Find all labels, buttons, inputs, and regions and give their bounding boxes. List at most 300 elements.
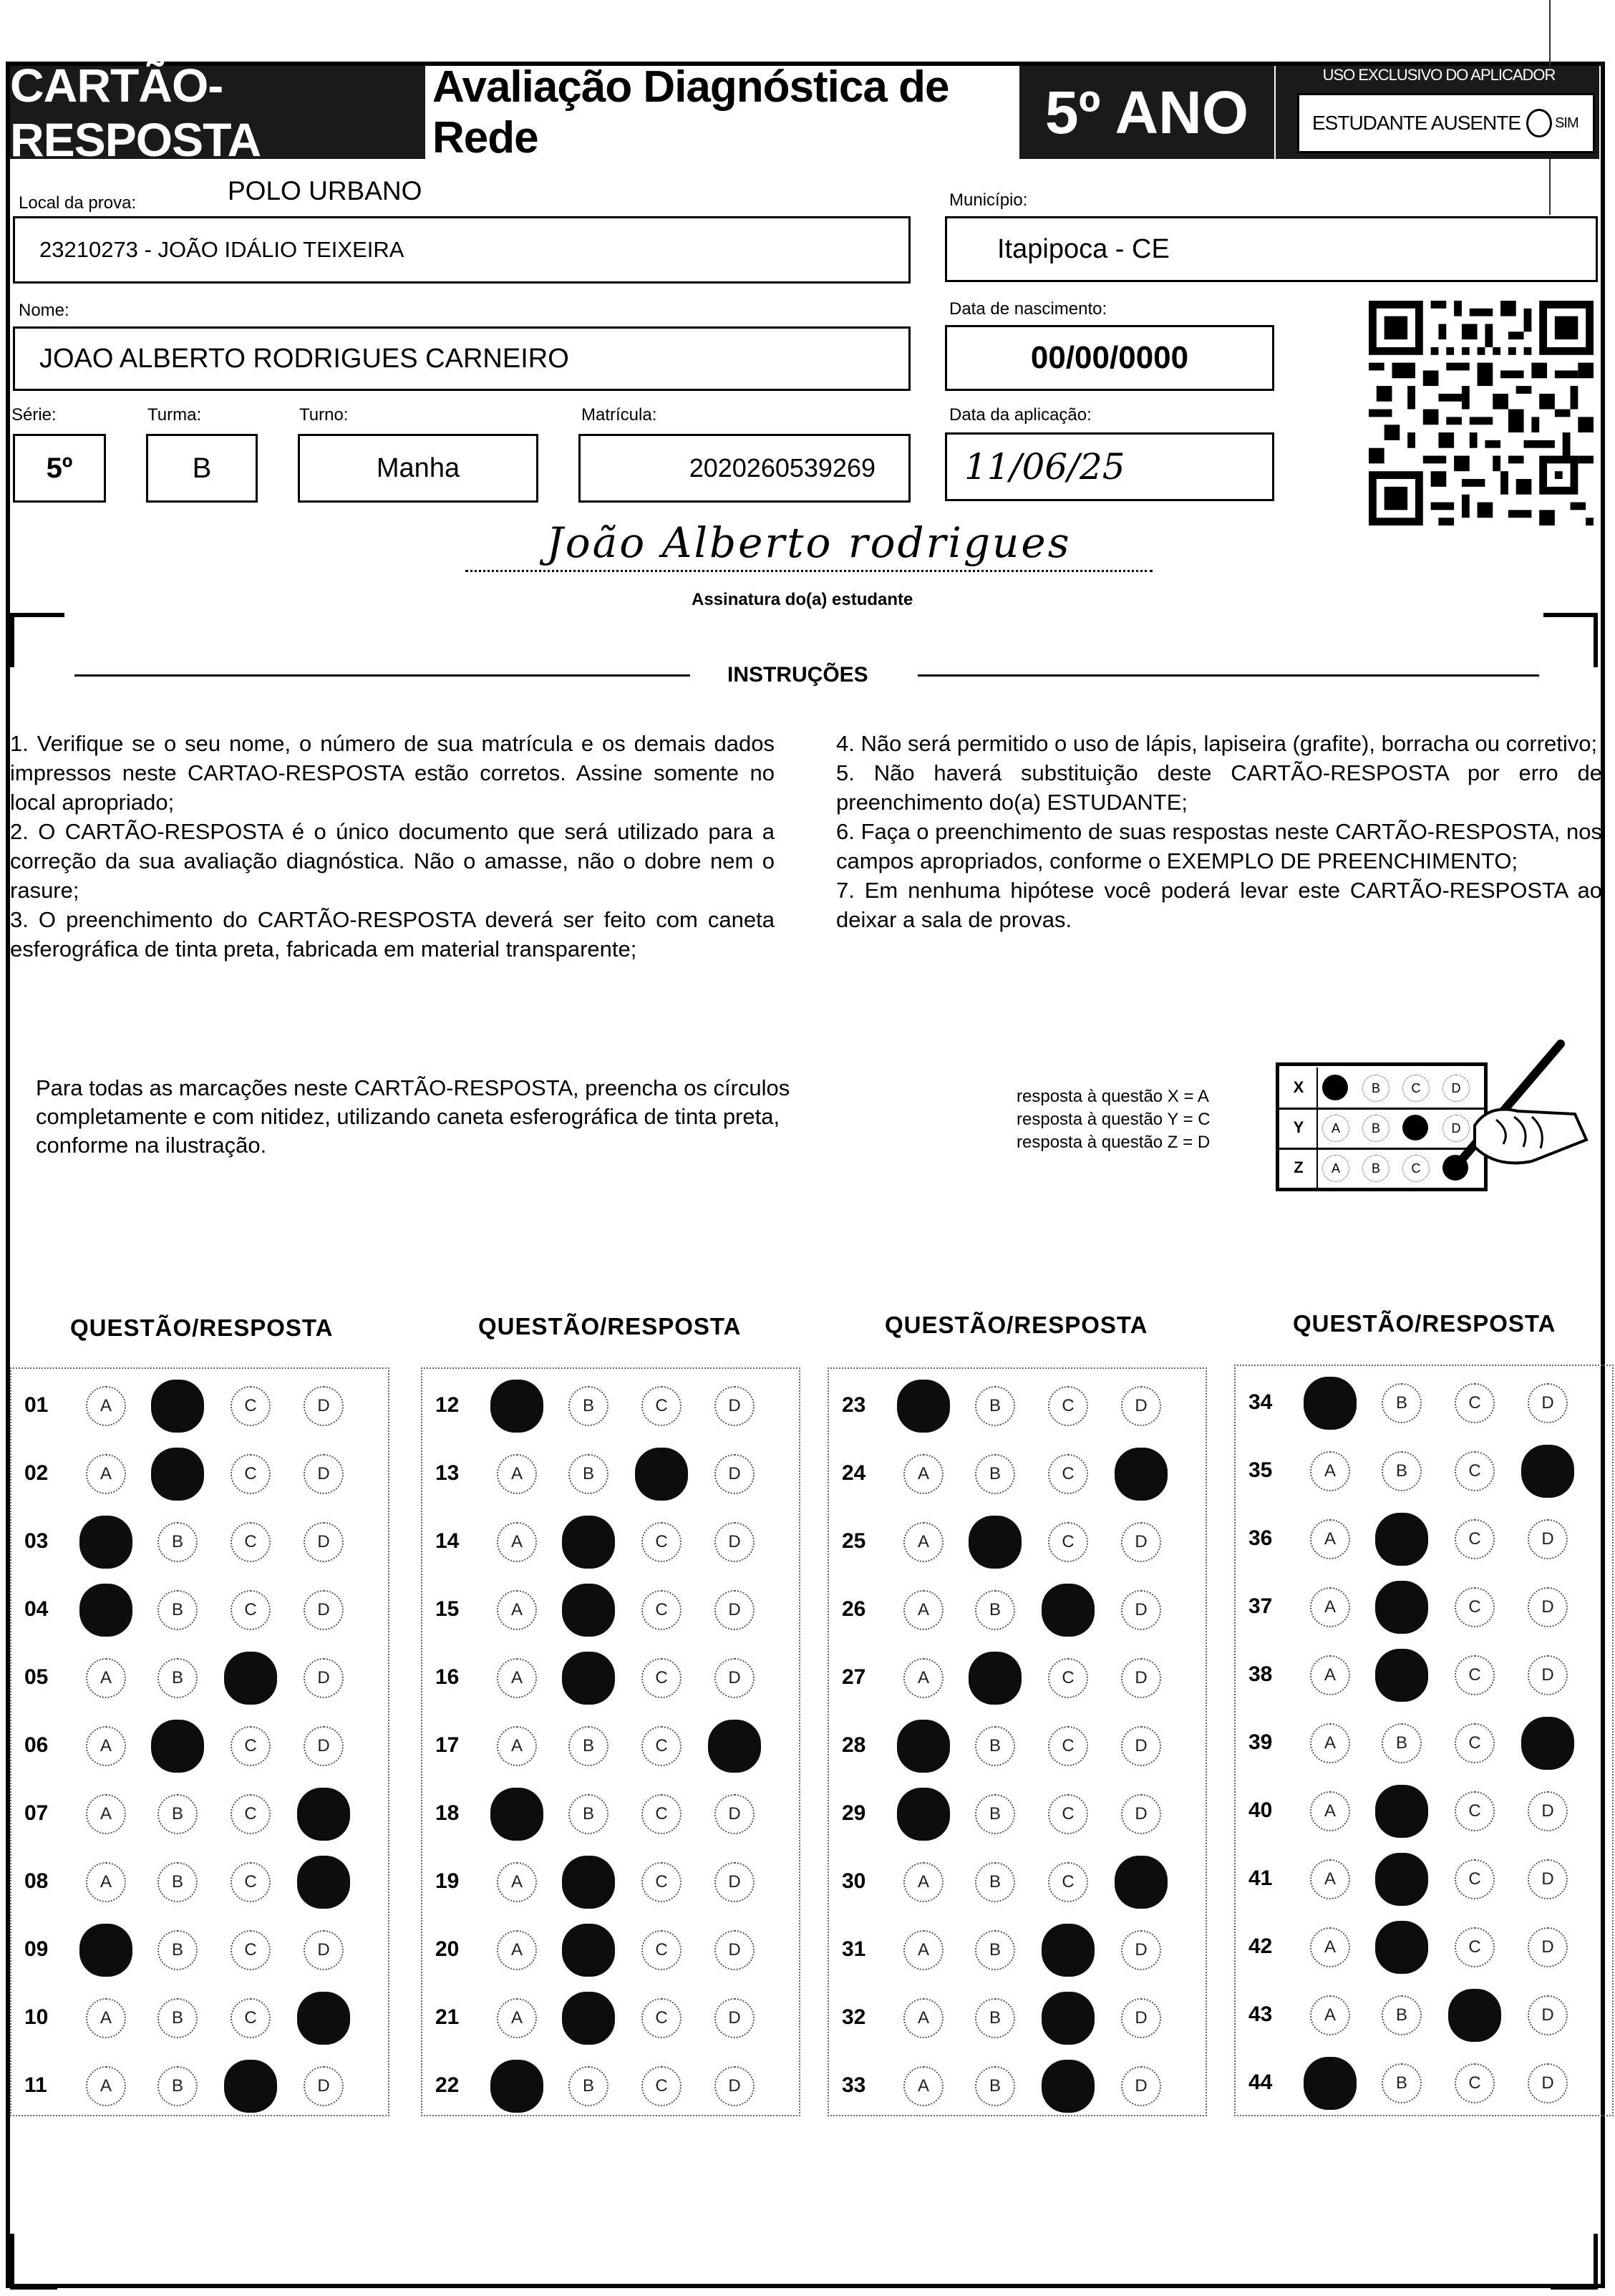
question-number: 12: [435, 1393, 460, 1417]
answer-bubble-44-d[interactable]: D: [1528, 2063, 1568, 2103]
answer-bubble-41-a[interactable]: A: [1310, 1859, 1350, 1899]
answer-bubble-24-b[interactable]: B: [975, 1454, 1015, 1494]
instructions-left-column: [10, 729, 775, 964]
answer-bubble-12-d[interactable]: D: [714, 1386, 755, 1426]
answer-bubble-43-c[interactable]: [1448, 1989, 1501, 2042]
matricula-value: 2020260539269: [689, 453, 876, 483]
turno-label: Turno:: [299, 405, 349, 425]
answer-bubble-03-c[interactable]: C: [231, 1522, 271, 1562]
answer-bubble-32-b[interactable]: B: [975, 1998, 1015, 2038]
absent-student-bubble[interactable]: [1526, 109, 1552, 137]
example-bubble-y-b: B: [1362, 1115, 1390, 1142]
answer-bubble-35-b[interactable]: B: [1382, 1451, 1422, 1491]
instruction-7: 7. Em nenhuma hipótese você poderá levar este CARTÃO-RESPOSTA ao deixar a sala de provas.: [836, 878, 1602, 932]
answer-bubble-23-b[interactable]: B: [975, 1386, 1015, 1426]
answer-bubble-13-b[interactable]: B: [568, 1454, 608, 1494]
answer-bubble-20-d[interactable]: D: [714, 1930, 755, 1970]
answer-bubble-10-c[interactable]: C: [231, 1998, 271, 2038]
answer-bubble-30-a[interactable]: A: [903, 1862, 944, 1902]
answer-bubble-14-d[interactable]: D: [714, 1522, 755, 1562]
answer-bubble-08-b[interactable]: B: [157, 1862, 198, 1902]
question-number: 21: [435, 2005, 460, 2029]
answer-bubble-07-b[interactable]: B: [157, 1794, 198, 1834]
answer-bubble-21-c[interactable]: C: [641, 1998, 682, 2038]
answer-bubble-35-c[interactable]: C: [1455, 1451, 1495, 1491]
answer-bubble-39-d[interactable]: [1521, 1717, 1574, 1770]
question-number: 05: [24, 1665, 49, 1689]
question-number: 26: [842, 1597, 866, 1621]
instructions-rule-left: [74, 674, 690, 677]
local-label: Local da prova:: [19, 193, 137, 213]
corner-mark-bottom-right: [1551, 2234, 1598, 2290]
question-number: 39: [1248, 1730, 1273, 1754]
answer-bubble-28-d[interactable]: D: [1121, 1726, 1161, 1766]
example-bubble-x-c: C: [1402, 1075, 1430, 1102]
answers-header-2: QUESTÃO/RESPOSTA: [478, 1313, 742, 1340]
example-bubble-z-a: A: [1322, 1155, 1349, 1182]
question-number: 07: [24, 1801, 49, 1825]
answer-bubble-42-a[interactable]: A: [1310, 1927, 1350, 1967]
answer-bubble-28-a[interactable]: [897, 1720, 950, 1773]
question-number: 17: [435, 1733, 460, 1757]
question-number: 11: [24, 2073, 47, 2097]
corner-mark-top-right: [1543, 613, 1598, 667]
instruction-3: 3. O preenchimento do CARTÃO-RESPOSTA deverá ser feito com caneta esferográfica de tinta preta, fabricada em material transparente;: [10, 907, 775, 961]
school-field: [13, 216, 911, 284]
serie-label: Série:: [11, 405, 57, 425]
answer-bubble-05-b[interactable]: B: [157, 1658, 198, 1698]
answer-bubble-15-a[interactable]: A: [497, 1590, 537, 1630]
answer-bubble-27-a[interactable]: A: [903, 1658, 944, 1698]
question-number: 15: [435, 1597, 460, 1621]
answer-bubble-34-d[interactable]: D: [1528, 1383, 1568, 1423]
answer-bubble-07-c[interactable]: C: [231, 1794, 271, 1834]
answer-bubble-08-c[interactable]: C: [231, 1862, 271, 1902]
instructions-rule-right: [918, 674, 1539, 677]
answer-bubble-03-d[interactable]: D: [304, 1522, 344, 1562]
answers-header-1: QUESTÃO/RESPOSTA: [70, 1314, 334, 1341]
question-number: 32: [842, 2005, 866, 2029]
answer-bubble-09-d[interactable]: D: [304, 1930, 344, 1970]
answer-bubble-17-a[interactable]: A: [497, 1726, 537, 1766]
answer-bubble-11-b[interactable]: B: [157, 2066, 198, 2106]
answer-bubble-15-d[interactable]: D: [714, 1590, 755, 1630]
question-number: 10: [24, 2005, 49, 2029]
instructions-title: INSTRUÇÕES: [727, 663, 868, 687]
question-number: 37: [1248, 1594, 1273, 1618]
answer-bubble-04-c[interactable]: C: [231, 1590, 271, 1630]
answer-bubble-19-c[interactable]: C: [641, 1862, 682, 1902]
answer-bubble-38-a[interactable]: A: [1310, 1655, 1350, 1695]
municipio-label: Município:: [949, 190, 1028, 210]
answer-bubble-40-c[interactable]: C: [1455, 1791, 1495, 1831]
matricula-label: Matrícula:: [581, 405, 657, 425]
answer-bubble-39-a[interactable]: A: [1310, 1723, 1350, 1763]
answer-bubble-23-c[interactable]: C: [1048, 1386, 1088, 1426]
answer-bubble-34-c[interactable]: C: [1455, 1383, 1495, 1423]
answer-bubble-43-b[interactable]: B: [1382, 1995, 1422, 2035]
answer-bubble-18-b[interactable]: B: [568, 1794, 608, 1834]
answer-bubble-31-c[interactable]: [1042, 1924, 1095, 1977]
answer-bubble-11-a[interactable]: A: [86, 2066, 126, 2106]
answer-bubble-16-b[interactable]: [562, 1652, 615, 1705]
answer-bubble-42-b[interactable]: [1375, 1921, 1428, 1974]
question-number: 03: [24, 1529, 49, 1553]
answer-bubble-31-d[interactable]: D: [1121, 1930, 1161, 1970]
example-bubble-y-a: A: [1322, 1115, 1349, 1142]
answer-bubble-01-d[interactable]: D: [304, 1386, 344, 1426]
answer-bubble-40-d[interactable]: D: [1528, 1791, 1568, 1831]
answer-bubble-43-a[interactable]: A: [1310, 1995, 1350, 2035]
student-signature[interactable]: João Alberto rodrigues: [465, 518, 1153, 572]
corner-mark-bottom-left: [10, 2234, 57, 2290]
question-number: 13: [435, 1461, 460, 1485]
answer-bubble-44-b[interactable]: B: [1382, 2063, 1422, 2103]
answer-bubble-37-a[interactable]: A: [1310, 1587, 1350, 1627]
corner-mark-top-left: [10, 613, 64, 667]
answer-bubble-26-d[interactable]: D: [1121, 1590, 1161, 1630]
local-value: POLO URBANO: [228, 176, 422, 205]
answer-bubble-09-a[interactable]: [79, 1924, 132, 1977]
absent-student-box: [1297, 93, 1595, 153]
answer-bubble-10-b[interactable]: B: [157, 1998, 198, 2038]
answer-bubble-02-c[interactable]: C: [231, 1454, 271, 1494]
answer-bubble-18-d[interactable]: D: [714, 1794, 755, 1834]
question-number: 41: [1248, 1866, 1273, 1890]
answer-bubble-44-c[interactable]: C: [1455, 2063, 1495, 2103]
municipio-value: Itapipoca - CE: [997, 233, 1170, 264]
example-bubble-x-a: [1322, 1075, 1348, 1100]
answer-bubble-04-d[interactable]: D: [304, 1590, 344, 1630]
answer-bubble-36-b[interactable]: [1375, 1513, 1428, 1566]
aplicacao-label: Data da aplicação:: [949, 405, 1092, 425]
answer-bubble-42-d[interactable]: D: [1528, 1927, 1568, 1967]
question-number: 44: [1248, 2070, 1273, 2094]
question-number: 08: [24, 1869, 49, 1893]
question-number: 25: [842, 1529, 866, 1553]
answer-bubble-09-b[interactable]: B: [157, 1930, 198, 1970]
answer-bubble-16-c[interactable]: C: [641, 1658, 682, 1698]
answer-bubble-28-b[interactable]: B: [975, 1726, 1015, 1766]
answer-bubble-35-d[interactable]: [1521, 1445, 1574, 1498]
question-number: 14: [435, 1529, 460, 1553]
answer-bubble-25-c[interactable]: C: [1048, 1522, 1088, 1562]
example-bubble-z-b: B: [1362, 1155, 1390, 1182]
answer-bubble-23-d[interactable]: D: [1121, 1386, 1161, 1426]
answer-bubble-17-d[interactable]: [708, 1720, 761, 1773]
answer-bubble-33-a[interactable]: A: [903, 2066, 944, 2106]
answer-bubble-29-b[interactable]: B: [975, 1794, 1015, 1834]
fill-instructions: Para todas as marcações neste CARTÃO-RESPOSTA, preencha os círculos completamente e com nitidez, utilizando caneta esferográfica de tinta preta, conforme na ilustração.: [36, 1075, 790, 1158]
answer-bubble-18-c[interactable]: C: [641, 1794, 682, 1834]
nascimento-field: [945, 325, 1274, 391]
instruction-2: 2. O CARTÃO-RESPOSTA é o único documento que será utilizado para a correção da sua avaliação diagnóstica. Não o amasse, não o dobre nem o rasure;: [10, 819, 775, 903]
example-bubble-x-b: B: [1362, 1075, 1390, 1102]
question-number: 22: [435, 2073, 460, 2097]
answer-bubble-14-a[interactable]: A: [497, 1522, 537, 1562]
answer-bubble-01-c[interactable]: C: [231, 1386, 271, 1426]
answer-bubble-05-c[interactable]: [224, 1652, 277, 1705]
answer-bubble-08-d[interactable]: [297, 1856, 350, 1909]
answer-bubble-30-d[interactable]: [1115, 1856, 1168, 1909]
answer-bubble-13-d[interactable]: D: [714, 1454, 755, 1494]
card-title: CARTÃO-RESPOSTA: [10, 66, 425, 159]
answer-bubble-10-a[interactable]: A: [86, 1998, 126, 2038]
answer-bubble-27-b[interactable]: [969, 1652, 1022, 1705]
answer-bubble-28-c[interactable]: C: [1048, 1726, 1088, 1766]
question-number: 40: [1248, 1798, 1273, 1822]
example-legend: [1017, 1085, 1211, 1154]
answer-bubble-02-b[interactable]: [151, 1448, 204, 1501]
answer-bubble-24-a[interactable]: A: [903, 1454, 944, 1494]
answer-bubble-37-b[interactable]: [1375, 1581, 1428, 1634]
example-bubble-y-d: D: [1442, 1115, 1470, 1142]
answer-bubble-05-d[interactable]: D: [304, 1658, 344, 1698]
signature-label: Assinatura do(a) estudante: [692, 590, 913, 609]
answer-bubble-16-a[interactable]: A: [497, 1658, 537, 1698]
turno-value: Manha: [376, 452, 460, 483]
instructions-right-column: [836, 729, 1602, 934]
answer-bubble-13-a[interactable]: A: [497, 1454, 537, 1494]
nome-label: Nome:: [19, 301, 69, 320]
answer-bubble-22-d[interactable]: D: [714, 2066, 755, 2106]
answer-bubble-33-c[interactable]: [1042, 2060, 1095, 2113]
serie-field: [13, 434, 106, 503]
question-number: 09: [24, 1937, 49, 1961]
answer-bubble-06-d[interactable]: D: [304, 1726, 344, 1766]
answer-bubble-11-c[interactable]: [224, 2060, 277, 2113]
answer-bubble-22-b[interactable]: B: [568, 2066, 608, 2106]
municipio-field: [945, 216, 1598, 282]
question-number: 30: [842, 1869, 866, 1893]
example-line-x: resposta à questão X = A: [1017, 1087, 1209, 1106]
instruction-6: 6. Faça o preenchimento de suas respostas neste CARTÃO-RESPOSTA, nos campos apropriados, conforme o EXEMPLO DE PREENCHIMENTO;: [836, 819, 1602, 873]
answer-bubble-01-a[interactable]: A: [86, 1386, 126, 1426]
example-row-label: Z: [1281, 1148, 1318, 1188]
answer-bubble-39-b[interactable]: B: [1382, 1723, 1422, 1763]
answer-bubble-33-d[interactable]: D: [1121, 2066, 1161, 2106]
question-number: 18: [435, 1801, 460, 1825]
turma-label: Turma:: [147, 405, 202, 425]
pen-hand-illustration: [1446, 1040, 1589, 1183]
answer-bubble-04-b[interactable]: B: [157, 1590, 198, 1630]
answers-header-3: QUESTÃO/RESPOSTA: [885, 1312, 1148, 1338]
answer-bubble-20-c[interactable]: C: [641, 1930, 682, 1970]
answer-bubble-16-d[interactable]: D: [714, 1658, 755, 1698]
answer-bubble-06-b[interactable]: [151, 1720, 204, 1773]
answer-bubble-32-a[interactable]: A: [903, 1998, 944, 2038]
answer-bubble-19-a[interactable]: A: [497, 1862, 537, 1902]
question-number: 27: [842, 1665, 866, 1689]
nome-value: JOAO ALBERTO RODRIGUES CARNEIRO: [39, 343, 569, 374]
answer-bubble-32-d[interactable]: D: [1121, 1998, 1161, 2038]
question-number: 02: [24, 1461, 49, 1485]
example-row-label: Y: [1281, 1108, 1318, 1148]
answer-bubble-06-c[interactable]: C: [231, 1726, 271, 1766]
answer-bubble-38-d[interactable]: D: [1528, 1655, 1568, 1695]
answer-bubble-17-b[interactable]: B: [568, 1726, 608, 1766]
example-row-label: X: [1281, 1067, 1318, 1108]
example-line-z: resposta à questão Z = D: [1017, 1133, 1211, 1152]
answer-bubble-07-a[interactable]: A: [86, 1794, 126, 1834]
answer-bubble-04-a[interactable]: [79, 1584, 132, 1637]
question-number: 43: [1248, 2002, 1273, 2026]
answer-bubble-21-d[interactable]: D: [714, 1998, 755, 2038]
answer-bubble-15-c[interactable]: C: [641, 1590, 682, 1630]
answer-bubble-02-a[interactable]: A: [86, 1454, 126, 1494]
question-number: 33: [842, 2073, 866, 2097]
answer-bubble-32-c[interactable]: [1042, 1992, 1095, 2045]
question-number: 16: [435, 1665, 460, 1689]
answer-bubble-20-a[interactable]: A: [497, 1930, 537, 1970]
answer-bubble-29-a[interactable]: [897, 1788, 950, 1841]
answers-column-1: [10, 1367, 389, 2116]
answer-bubble-10-d[interactable]: [297, 1992, 350, 2045]
answer-bubble-38-c[interactable]: C: [1455, 1655, 1495, 1695]
absent-student-label: ESTUDANTE AUSENTE: [1312, 112, 1521, 134]
question-number: 42: [1248, 1934, 1273, 1958]
answer-bubble-02-d[interactable]: D: [304, 1454, 344, 1494]
answer-bubble-42-c[interactable]: C: [1455, 1927, 1495, 1967]
answer-bubble-14-b[interactable]: [562, 1516, 615, 1569]
answer-bubble-29-c[interactable]: C: [1048, 1794, 1088, 1834]
example-bubble-y-c: [1402, 1115, 1428, 1140]
answer-bubble-09-c[interactable]: C: [231, 1930, 271, 1970]
answer-bubble-01-b[interactable]: [151, 1380, 204, 1433]
instruction-4: 4. Não será permitido o uso de lápis, lapiseira (grafite), borracha ou corretivo;: [836, 731, 1598, 756]
answer-bubble-03-b[interactable]: B: [157, 1522, 198, 1562]
applicator-use-label: USO EXCLUSIVO DO APLICADOR: [1322, 66, 1556, 84]
answer-bubble-11-d[interactable]: D: [304, 2066, 344, 2106]
absent-yes-label: SIM: [1555, 115, 1578, 131]
answer-bubble-21-b[interactable]: [562, 1992, 615, 2045]
answer-bubble-07-d[interactable]: [297, 1788, 350, 1841]
answer-bubble-25-b[interactable]: [969, 1516, 1022, 1569]
question-number: 20: [435, 1937, 460, 1961]
answer-bubble-37-c[interactable]: C: [1455, 1587, 1495, 1627]
aplicacao-value: 11/06/25: [964, 446, 1125, 488]
evaluation-title: Avaliação Diagnóstica de Rede: [432, 66, 1014, 159]
turno-field: [298, 434, 538, 503]
serie-value: 5º: [46, 452, 73, 484]
answer-bubble-12-a[interactable]: [490, 1380, 543, 1433]
answer-bubble-13-c[interactable]: [635, 1448, 688, 1501]
answer-bubble-21-a[interactable]: A: [497, 1998, 537, 2038]
answer-bubble-44-a[interactable]: [1304, 2057, 1357, 2110]
answer-bubble-19-d[interactable]: D: [714, 1862, 755, 1902]
answer-bubble-12-c[interactable]: C: [641, 1386, 682, 1426]
answer-bubble-36-c[interactable]: C: [1455, 1519, 1495, 1559]
question-number: 34: [1248, 1390, 1273, 1414]
answer-bubble-31-b[interactable]: B: [975, 1930, 1015, 1970]
question-number: 36: [1248, 1526, 1273, 1550]
matricula-field: [578, 434, 911, 503]
answer-bubble-37-d[interactable]: D: [1528, 1587, 1568, 1627]
answers-column-3: [828, 1367, 1207, 2116]
example-bubble-z-c: C: [1402, 1155, 1430, 1182]
answer-bubble-03-a[interactable]: [79, 1516, 132, 1569]
question-number: 06: [24, 1733, 49, 1757]
example-bubble-x-d: D: [1442, 1075, 1470, 1102]
answer-bubble-05-a[interactable]: A: [86, 1658, 126, 1698]
question-number: 24: [842, 1461, 866, 1485]
answer-bubble-34-b[interactable]: B: [1382, 1383, 1422, 1423]
answer-bubble-35-a[interactable]: A: [1310, 1451, 1350, 1491]
answer-bubble-22-c[interactable]: C: [641, 2066, 682, 2106]
question-number: 31: [842, 1937, 866, 1961]
question-number: 35: [1248, 1458, 1273, 1482]
question-number: 01: [24, 1393, 49, 1417]
answer-bubble-30-c[interactable]: C: [1048, 1862, 1088, 1902]
question-number: 28: [842, 1733, 866, 1757]
answer-bubble-24-d[interactable]: [1115, 1448, 1168, 1501]
turma-value: B: [192, 452, 212, 484]
answer-bubble-40-b[interactable]: [1375, 1785, 1428, 1838]
answer-bubble-29-d[interactable]: D: [1121, 1794, 1161, 1834]
nascimento-label: Data de nascimento:: [949, 299, 1107, 319]
answer-bubble-43-d[interactable]: D: [1528, 1995, 1568, 2035]
answer-bubble-26-b[interactable]: B: [975, 1590, 1015, 1630]
answer-bubble-20-b[interactable]: [562, 1924, 615, 1977]
instruction-5: 5. Não haverá substituição deste CARTÃO-RESPOSTA por erro de preenchimento do(a) ESTUDANTE;: [836, 760, 1602, 815]
question-number: 29: [842, 1801, 866, 1825]
answer-bubble-08-a[interactable]: A: [86, 1862, 126, 1902]
question-number: 04: [24, 1597, 49, 1621]
answer-bubble-24-c[interactable]: C: [1048, 1454, 1088, 1494]
answer-bubble-41-b[interactable]: [1375, 1853, 1428, 1906]
answer-bubble-23-a[interactable]: [897, 1380, 950, 1433]
answer-bubble-25-a[interactable]: A: [903, 1522, 944, 1562]
answer-bubble-39-c[interactable]: C: [1455, 1723, 1495, 1763]
answer-bubble-12-b[interactable]: B: [568, 1386, 608, 1426]
answer-bubble-19-b[interactable]: [562, 1856, 615, 1909]
answer-bubble-15-b[interactable]: [562, 1584, 615, 1637]
answer-bubble-40-a[interactable]: A: [1310, 1791, 1350, 1831]
grade-badge: 5º ANO: [1019, 66, 1274, 159]
answer-bubble-36-a[interactable]: A: [1310, 1519, 1350, 1559]
school-value: 23210273 - JOÃO IDÁLIO TEIXEIRA: [39, 237, 404, 262]
answer-bubble-14-c[interactable]: C: [641, 1522, 682, 1562]
turma-field: [146, 434, 258, 503]
answer-bubble-41-c[interactable]: C: [1455, 1859, 1495, 1899]
answer-bubble-34-a[interactable]: [1304, 1377, 1357, 1430]
answer-bubble-26-a[interactable]: A: [903, 1590, 944, 1630]
answers-column-4: [1234, 1365, 1614, 2116]
answer-bubble-26-c[interactable]: [1042, 1584, 1095, 1637]
answer-bubble-25-d[interactable]: D: [1121, 1522, 1161, 1562]
aplicacao-field[interactable]: [945, 432, 1274, 501]
answer-bubble-17-c[interactable]: C: [641, 1726, 682, 1766]
instruction-1: 1. Verifique se o seu nome, o número de sua matrícula e os demais dados impressos neste CARTAO-RESPOSTA estão corretos. Assine somente no local apropriado;: [10, 731, 775, 815]
nascimento-value: 00/00/0000: [1030, 340, 1189, 375]
answer-bubble-27-c[interactable]: C: [1048, 1658, 1088, 1698]
answer-bubble-06-a[interactable]: A: [86, 1726, 126, 1766]
answer-bubble-38-b[interactable]: [1375, 1649, 1428, 1702]
answer-bubble-36-d[interactable]: D: [1528, 1519, 1568, 1559]
answers-header-4: QUESTÃO/RESPOSTA: [1293, 1310, 1556, 1337]
answer-bubble-31-a[interactable]: A: [903, 1930, 944, 1970]
answer-bubble-33-b[interactable]: B: [975, 2066, 1015, 2106]
answer-bubble-30-b[interactable]: B: [975, 1862, 1015, 1902]
answer-bubble-22-a[interactable]: [490, 2060, 543, 2113]
question-number: 38: [1248, 1662, 1273, 1686]
answer-bubble-18-a[interactable]: [490, 1788, 543, 1841]
question-number: 23: [842, 1393, 866, 1417]
answer-bubble-27-d[interactable]: D: [1121, 1658, 1161, 1698]
question-number: 19: [435, 1869, 460, 1893]
answers-column-2: [421, 1367, 800, 2116]
answer-bubble-41-d[interactable]: D: [1528, 1859, 1568, 1899]
